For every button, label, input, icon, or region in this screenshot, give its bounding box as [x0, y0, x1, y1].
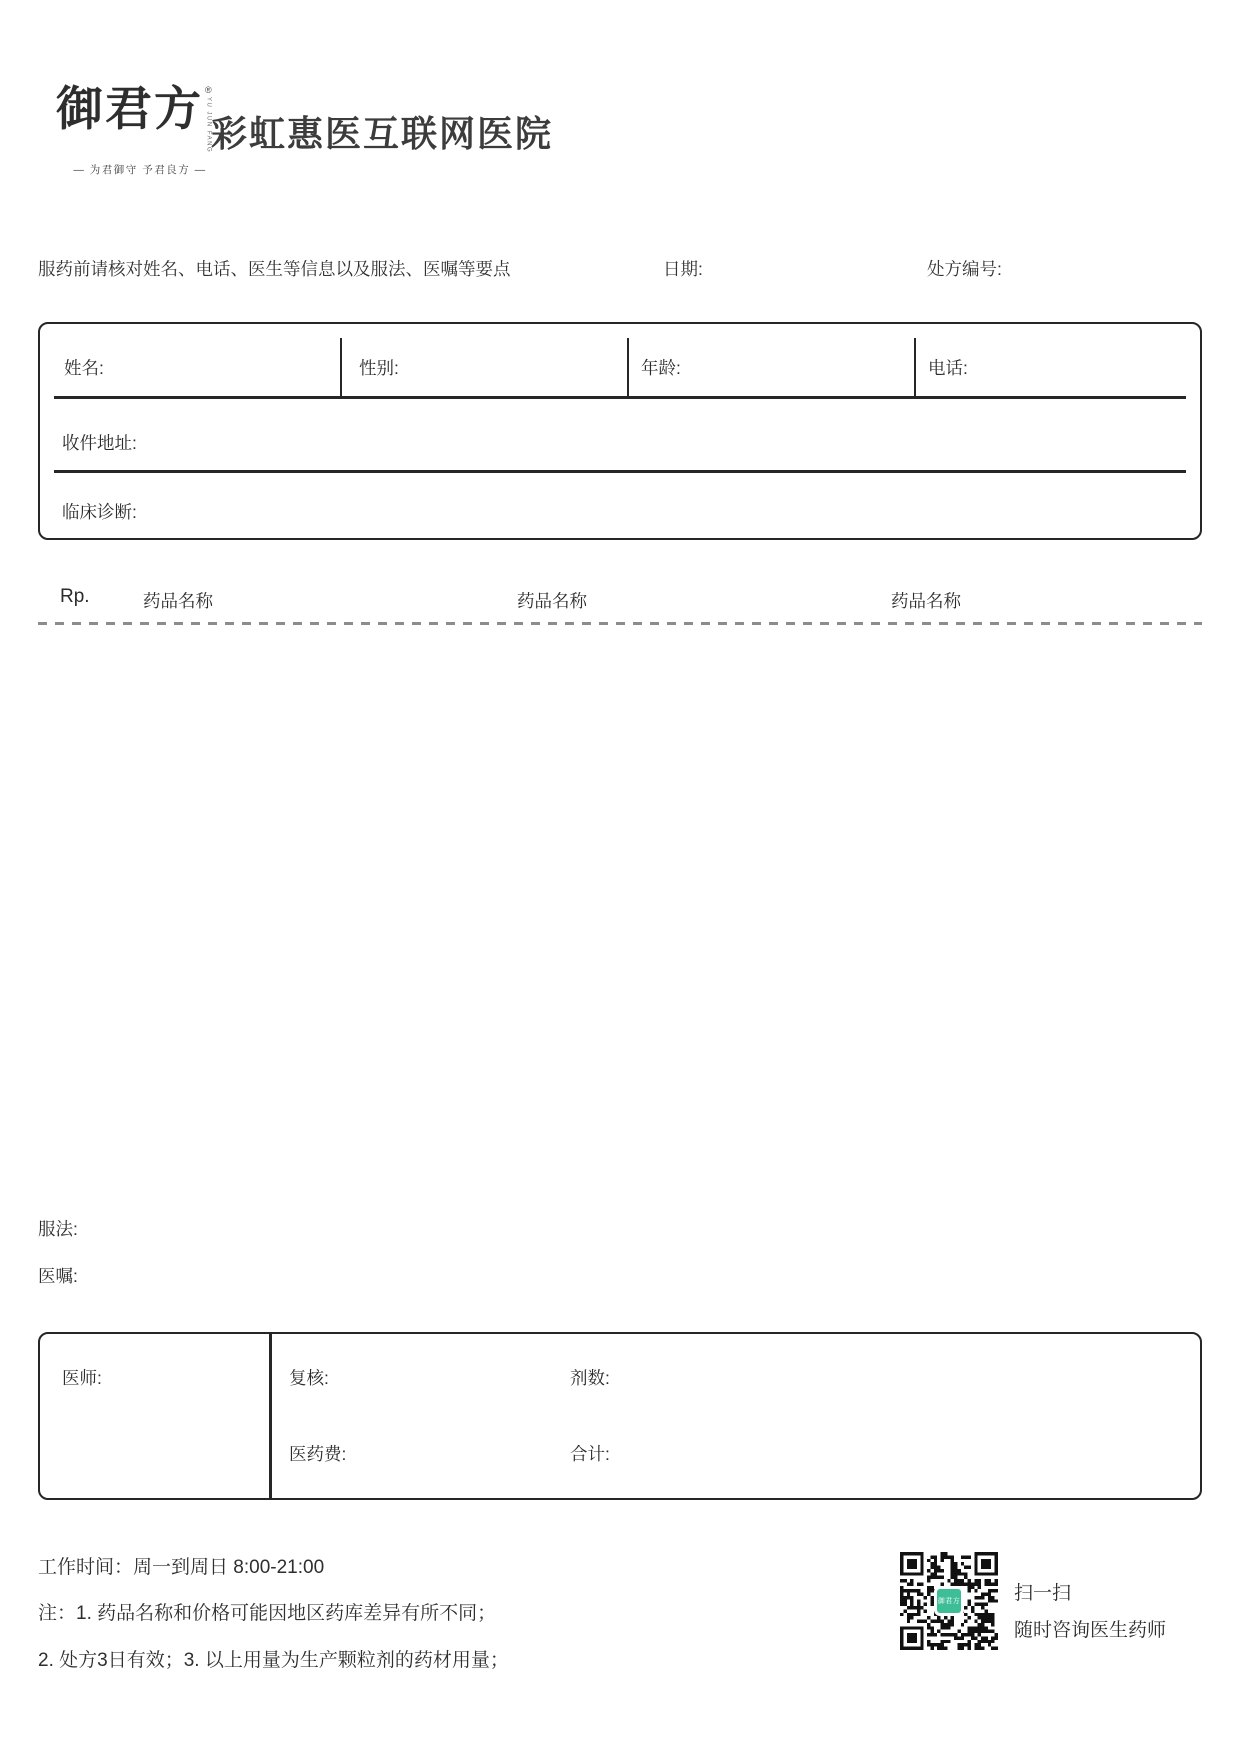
dose-count-label: 剂数: — [570, 1368, 610, 1388]
drug-name-column-header: 药品名称 — [891, 591, 961, 611]
row-divider — [54, 396, 1186, 399]
shipping-address-label: 收件地址: — [62, 433, 137, 453]
brand-logo-pinyin: YU JUN FANG — [205, 97, 212, 154]
work-hours-text: 工作时间：周一到周日 8:00-21:00 — [38, 1557, 325, 1578]
dashed-divider — [38, 622, 1202, 625]
review-label: 复核: — [289, 1368, 329, 1388]
column-divider — [269, 1334, 272, 1498]
qr-caption-scan: 扫一扫 — [1014, 1583, 1072, 1604]
patient-gender-label: 性别: — [359, 358, 399, 378]
patient-phone-label: 电话: — [928, 358, 968, 378]
medicine-fee-label: 医药费: — [289, 1444, 347, 1464]
drug-name-column-header: 药品名称 — [517, 591, 587, 611]
verification-notice: 服药前请核对姓名、电话、医生等信息以及服法、医嘱等要点 — [38, 259, 511, 279]
qr-caption-consult: 随时咨询医生药师 — [1014, 1620, 1167, 1641]
patient-info-box — [38, 322, 1202, 540]
column-divider — [627, 338, 629, 396]
date-label: 日期: — [663, 259, 703, 279]
brand-tagline: — 为君御守 予君良方 — — [73, 164, 207, 177]
qr-code — [900, 1552, 998, 1650]
signoff-box — [38, 1332, 1202, 1500]
prescription-number-label: 处方编号: — [927, 259, 1002, 279]
patient-age-label: 年龄: — [641, 358, 681, 378]
registered-trademark-icon: ® — [205, 85, 212, 95]
total-label: 合计: — [570, 1444, 610, 1464]
clinical-diagnosis-label: 临床诊断: — [62, 502, 137, 522]
qr-center-logo-text: 御君方 — [937, 1598, 961, 1605]
doctor-advice-label: 医嘱: — [38, 1266, 78, 1286]
qr-center-logo — [934, 1586, 964, 1616]
note-line-1: 注：1. 药品名称和价格可能因地区药库差异有所不同； — [38, 1603, 497, 1624]
brand-logo-text: 御君方 — [56, 82, 203, 137]
column-divider — [340, 338, 342, 396]
brand-logo — [56, 82, 226, 177]
usage-label: 服法: — [38, 1219, 78, 1239]
drug-name-column-header: 药品名称 — [143, 591, 213, 611]
physician-label: 医师: — [62, 1368, 102, 1388]
row-divider — [54, 470, 1186, 473]
patient-name-label: 姓名: — [64, 358, 104, 378]
rp-label: Rp. — [60, 586, 90, 607]
note-line-2: 2. 处方3日有效；3. 以上用量为生产颗粒剂的药材用量； — [38, 1650, 509, 1671]
hospital-name: 彩虹惠医互联网医院 — [211, 113, 554, 154]
column-divider — [914, 338, 916, 396]
